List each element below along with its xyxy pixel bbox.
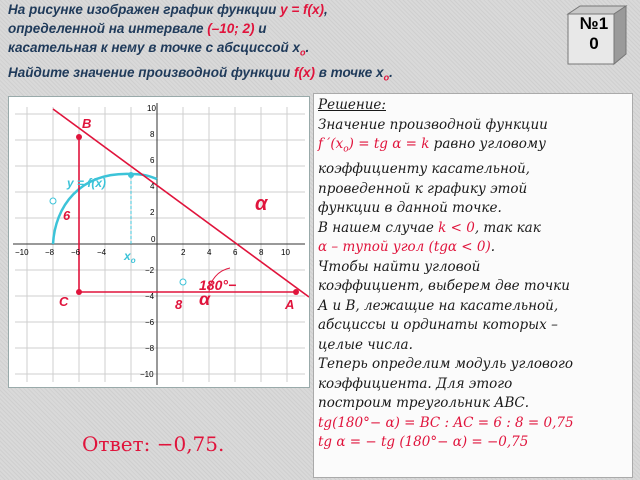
- point-B: [76, 134, 82, 140]
- point-C-label: C: [59, 294, 69, 309]
- derivative-text: ) = tg: [348, 136, 388, 152]
- tangency-point: [128, 172, 134, 178]
- task-line: и: [254, 21, 267, 36]
- length-CA-label: 8: [175, 297, 183, 312]
- solution-line: построим треугольник АВС.: [318, 395, 529, 412]
- punct: .: [389, 64, 393, 80]
- x0-subscript: o: [130, 256, 136, 265]
- x-tick-label: −4: [97, 248, 107, 257]
- solution-line: Теперь определим модуль углового: [318, 356, 573, 373]
- y-tick-label: 8: [150, 130, 155, 139]
- problem-number: [566, 14, 622, 54]
- problem-number-line: №1: [579, 14, 609, 33]
- solution-line: [318, 238, 628, 258]
- y-tick-label: 6: [150, 156, 155, 165]
- derivative-text: f ′(x: [318, 136, 344, 152]
- y-tick-label: −4: [145, 292, 155, 301]
- task-line: Найдите значение производной функции: [8, 64, 295, 80]
- graph-panel: [8, 96, 310, 388]
- x-tick-label: −6: [71, 248, 81, 257]
- function-label: y = f(x): [67, 176, 107, 190]
- solution-line: функции в данной точке.: [318, 200, 502, 217]
- point-B-label: B: [82, 116, 92, 131]
- punct: .: [305, 40, 310, 55]
- x-tick-label: −8: [45, 248, 55, 257]
- open-end: [50, 198, 56, 204]
- k-condition: k < 0: [438, 219, 475, 236]
- x-tick-label: 10: [281, 248, 290, 257]
- x-tick-label: 2: [181, 248, 186, 257]
- solution-line: коэффициенту касательной,: [318, 161, 530, 178]
- solution-line: [318, 135, 628, 160]
- task-line: в точке x: [315, 64, 384, 80]
- punct: ,: [323, 2, 328, 17]
- point-C: [76, 289, 82, 295]
- solution-formula: tg(180°− α) = BC : AC = 6 : 8 = 0,75: [318, 414, 574, 431]
- solution-line: абсциссы и ординаты которых –: [318, 317, 558, 334]
- x-tick-label: 4: [207, 248, 212, 257]
- solution-line: [318, 219, 628, 239]
- subscript: o: [383, 72, 390, 83]
- x-tick-label: −10: [15, 248, 29, 257]
- task-line: На рисунке изображен график функции: [8, 2, 281, 17]
- solution-panel: [313, 93, 633, 478]
- point-A: [293, 289, 299, 295]
- y-tick-label: −10: [140, 370, 154, 379]
- point-A-label: A: [285, 297, 295, 312]
- answer-text: Ответ: −0,75.: [82, 432, 225, 456]
- task-line: касательная к нему в точке с абсциссой x: [8, 40, 300, 55]
- function-label: f(x): [294, 64, 316, 80]
- alpha-label: α: [199, 289, 211, 309]
- angle-label: 180°−: [199, 277, 237, 293]
- origin-label: 0: [151, 235, 156, 244]
- function-label: y = f(x): [280, 2, 324, 17]
- solution-line: коэффициента. Для этого: [318, 375, 513, 392]
- interval-label: (–10; 2): [207, 21, 255, 36]
- alpha-label: α: [255, 193, 268, 215]
- solution-text: равно угловому: [429, 136, 546, 152]
- y-tick-label: −6: [145, 318, 155, 327]
- solution-text: В нашем случае: [318, 219, 439, 236]
- y-tick-label: −8: [145, 344, 155, 353]
- solution-line: Значение производной функции: [318, 116, 548, 133]
- punct: .: [490, 239, 496, 256]
- length-BC-label: 6: [63, 208, 71, 223]
- graph: [9, 97, 309, 387]
- x0-text: x: [124, 249, 131, 263]
- tangent-line: [53, 109, 309, 297]
- solution-line: А и В, лежащие на касательной,: [318, 297, 559, 314]
- y-tick-label: 4: [150, 182, 155, 191]
- problem-number-line: 0: [589, 34, 599, 53]
- y-tick-label: 2: [150, 208, 155, 217]
- x-tick-label: 6: [233, 248, 238, 257]
- subscript: o: [343, 144, 349, 155]
- solution-text: , так как: [474, 219, 541, 236]
- angle-condition: α – тупой угол (tgα < 0): [318, 239, 491, 256]
- solution-formula: tg α = − tg (180°− α) = −0,75: [318, 434, 529, 451]
- subscript: o: [299, 47, 306, 58]
- solution-line: Чтобы найти угловой: [318, 258, 481, 275]
- x0-label: [123, 249, 136, 265]
- y-tick-label: 10: [147, 104, 156, 113]
- solution-heading: Решение:: [318, 97, 386, 113]
- task-text: [8, 0, 568, 87]
- x-tick-label: 8: [259, 248, 264, 257]
- y-tick-label: −2: [145, 266, 155, 275]
- solution-line: целые числа.: [318, 336, 413, 353]
- solution-line: проведенной к графику этой: [318, 180, 528, 197]
- task-line: определенной на интервале: [8, 21, 208, 36]
- open-end: [180, 279, 186, 285]
- solution-line: коэффициент, выберем две точки: [318, 278, 570, 295]
- derivative-text: α = k: [392, 136, 430, 152]
